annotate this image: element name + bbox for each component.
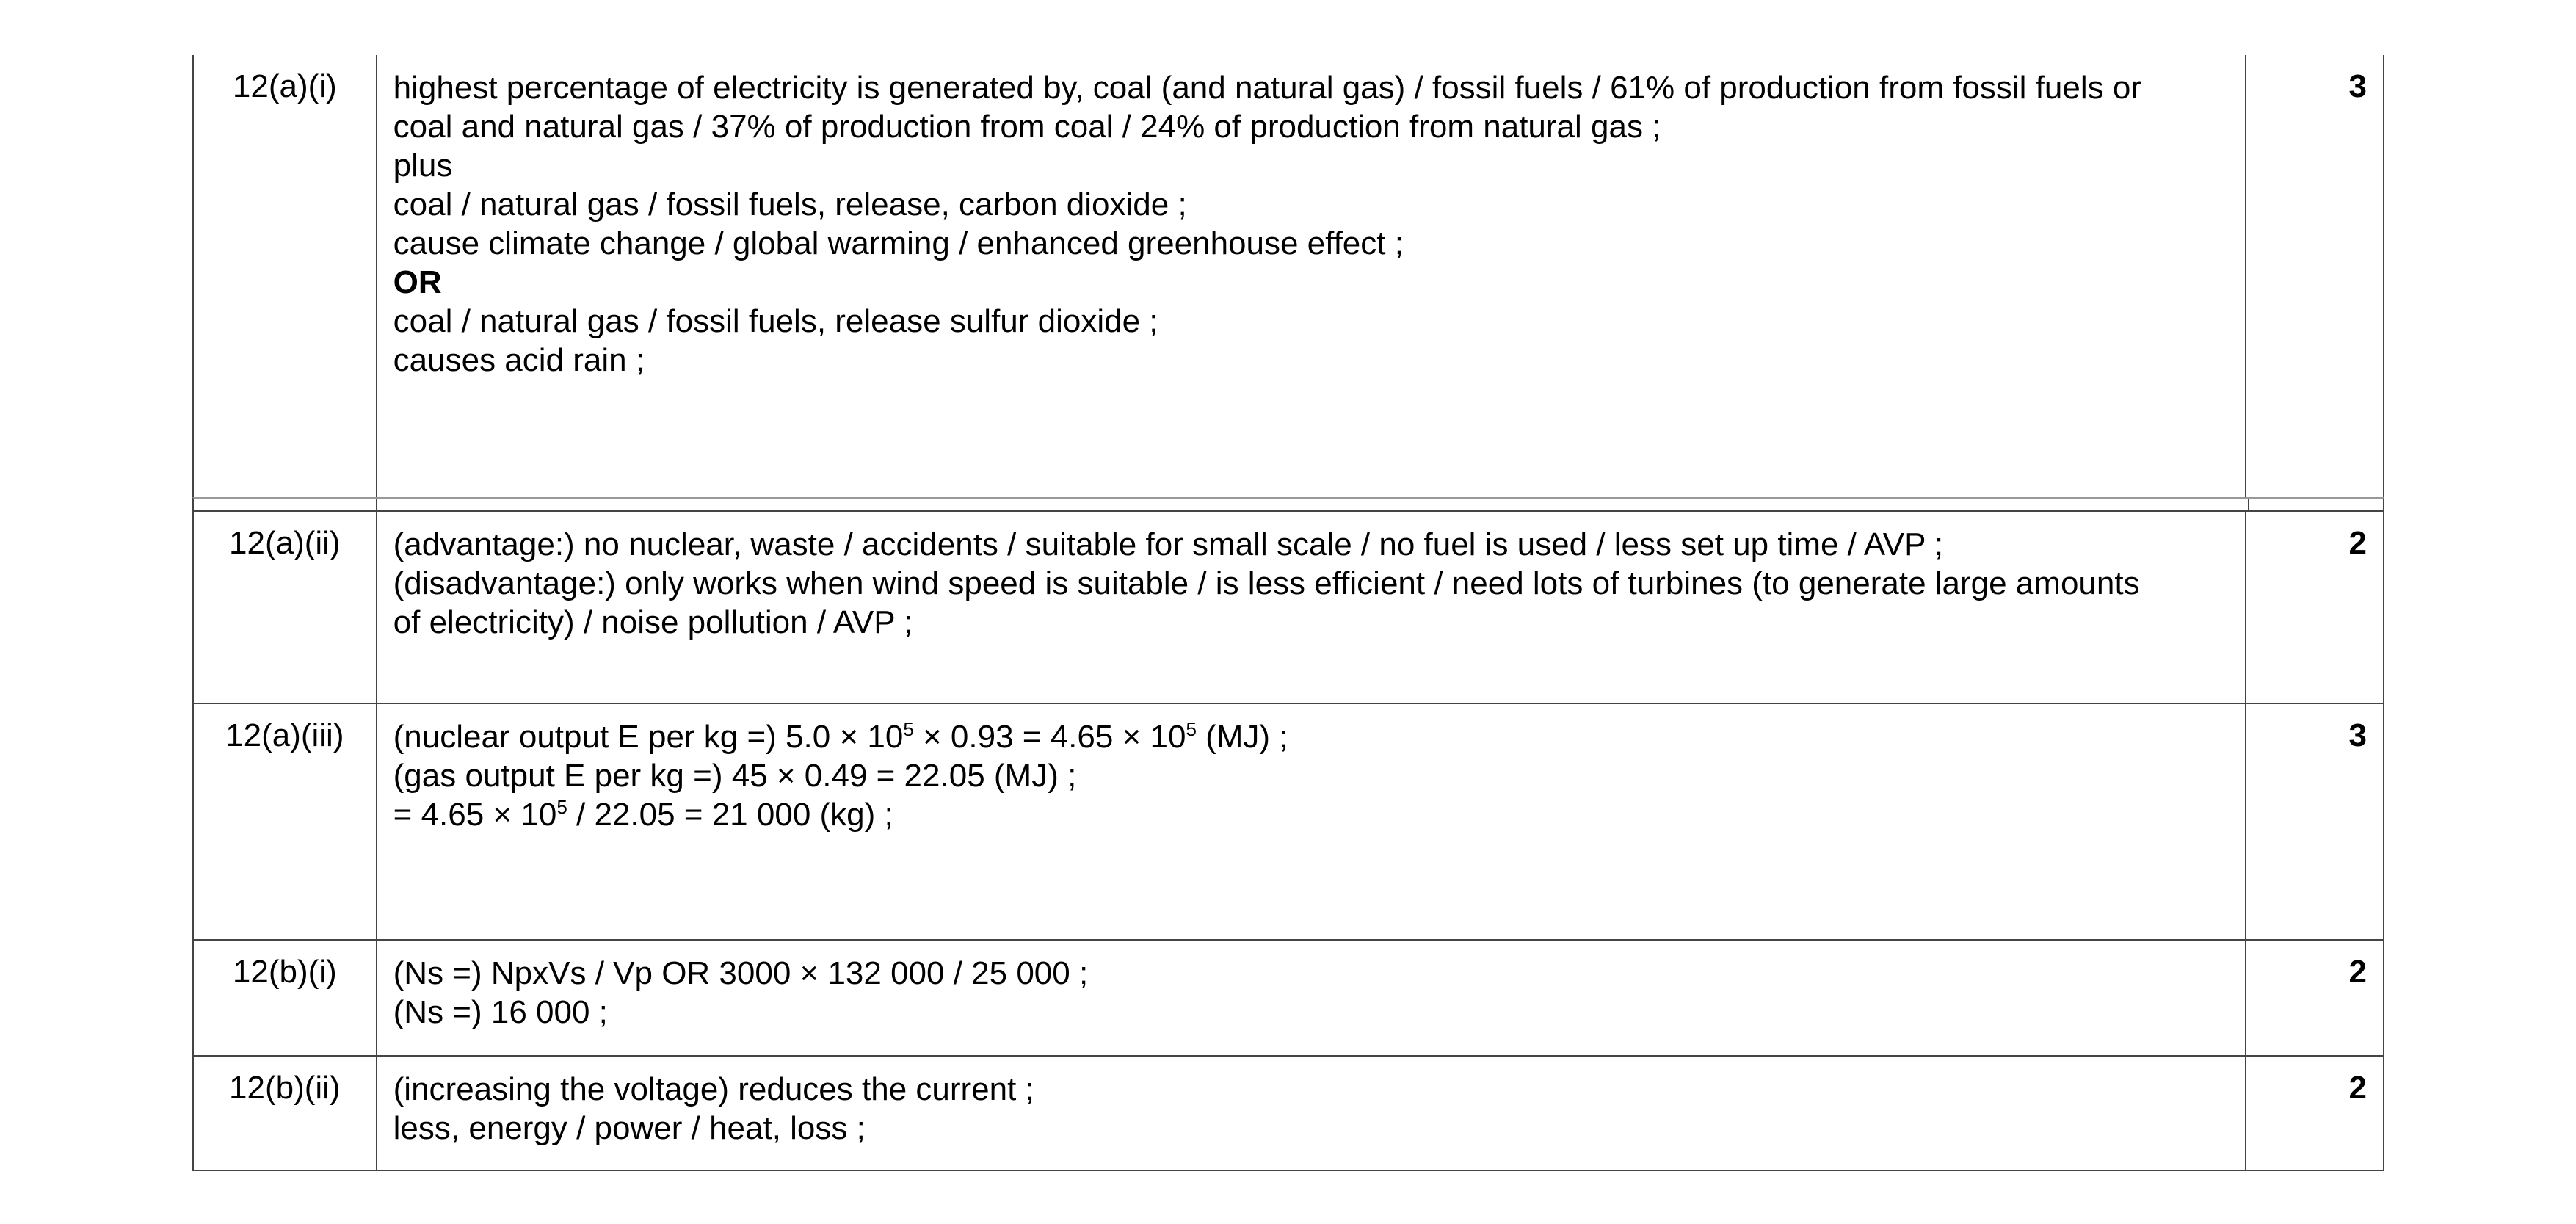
marks-cell: 2 bbox=[2348, 954, 2367, 990]
answer-line: (Ns =) NpxVs / Vp OR 3000 × 132 000 / 25 000 ; bbox=[393, 955, 1089, 991]
answer-cell bbox=[377, 941, 2247, 1055]
question-number: 12(b)(i) bbox=[194, 941, 377, 1055]
table-row bbox=[192, 703, 2384, 939]
answer-line: of electricity) / noise pollution / AVP ; bbox=[393, 604, 913, 640]
answer-line: = $4.65 \times 10^5 / 22.05 = 21$ 000 (kg) ; bbox=[393, 796, 893, 833]
answer-line: plus bbox=[393, 148, 453, 184]
question-number: 12(a)(i) bbox=[194, 55, 377, 497]
answer-line: highest percentage of electricity is generated by, coal (and natural gas) / fossil fuels / 61% of production from fossil fuels or bbox=[393, 70, 2141, 106]
answer-line: coal / natural gas / fossil fuels, release, carbon dioxide ; bbox=[393, 187, 1187, 222]
answer-line: less, energy / power / heat, loss ; bbox=[393, 1110, 866, 1146]
answer-line: (nuclear output E per kg =) $5.0 \times 10^5 \times 0.93 = 4.65 \times 10^5$ (MJ) ; bbox=[393, 718, 1288, 755]
answer-cell bbox=[377, 55, 2247, 497]
answer-line: cause climate change / global warming / enhanced greenhouse effect ; bbox=[393, 225, 1404, 261]
answer-cell bbox=[377, 1057, 2247, 1170]
marks-cell: 2 bbox=[2348, 1070, 2367, 1106]
marks-cell: 3 bbox=[2348, 68, 2367, 104]
answer-line: (disadvantage:) only works when wind speed is suitable / is less efficient / need lots of turbines (to generate large amounts bbox=[393, 565, 2140, 601]
question-number: 12(a)(iii) bbox=[194, 704, 377, 939]
marks-cell: 3 bbox=[2348, 717, 2367, 753]
table-row bbox=[192, 1055, 2384, 1171]
question-number: 12(b)(ii) bbox=[194, 1057, 377, 1170]
answer-line: (advantage:) no nuclear, waste / accidents / suitable for small scale / no fuel is used / less set up time / AVP ; bbox=[393, 526, 1944, 562]
answer-line: causes acid rain ; bbox=[393, 342, 645, 378]
answer-line: coal and natural gas / 37% of production from coal / 24% of production from natural gas ; bbox=[393, 109, 1661, 145]
mark-scheme-table bbox=[192, 55, 2384, 1171]
answer-cell bbox=[377, 704, 2247, 939]
table-row bbox=[192, 55, 2384, 497]
answer-line: (gas output E per kg =) 45 × 0.49 = 22.05 (MJ) ; bbox=[393, 758, 1077, 794]
answer-line: coal / natural gas / fossil fuels, release sulfur dioxide ; bbox=[393, 303, 1158, 339]
row-separator bbox=[192, 497, 2384, 510]
answer-line: (increasing the voltage) reduces the current ; bbox=[393, 1071, 1034, 1107]
table-row bbox=[192, 939, 2384, 1055]
question-number: 12(a)(ii) bbox=[194, 512, 377, 703]
marks-cell: 2 bbox=[2348, 525, 2367, 561]
table-row bbox=[192, 510, 2384, 703]
answer-cell bbox=[377, 512, 2247, 703]
answer-line: (Ns =) 16 000 ; bbox=[393, 994, 608, 1030]
answer-line-or: OR bbox=[393, 264, 442, 300]
